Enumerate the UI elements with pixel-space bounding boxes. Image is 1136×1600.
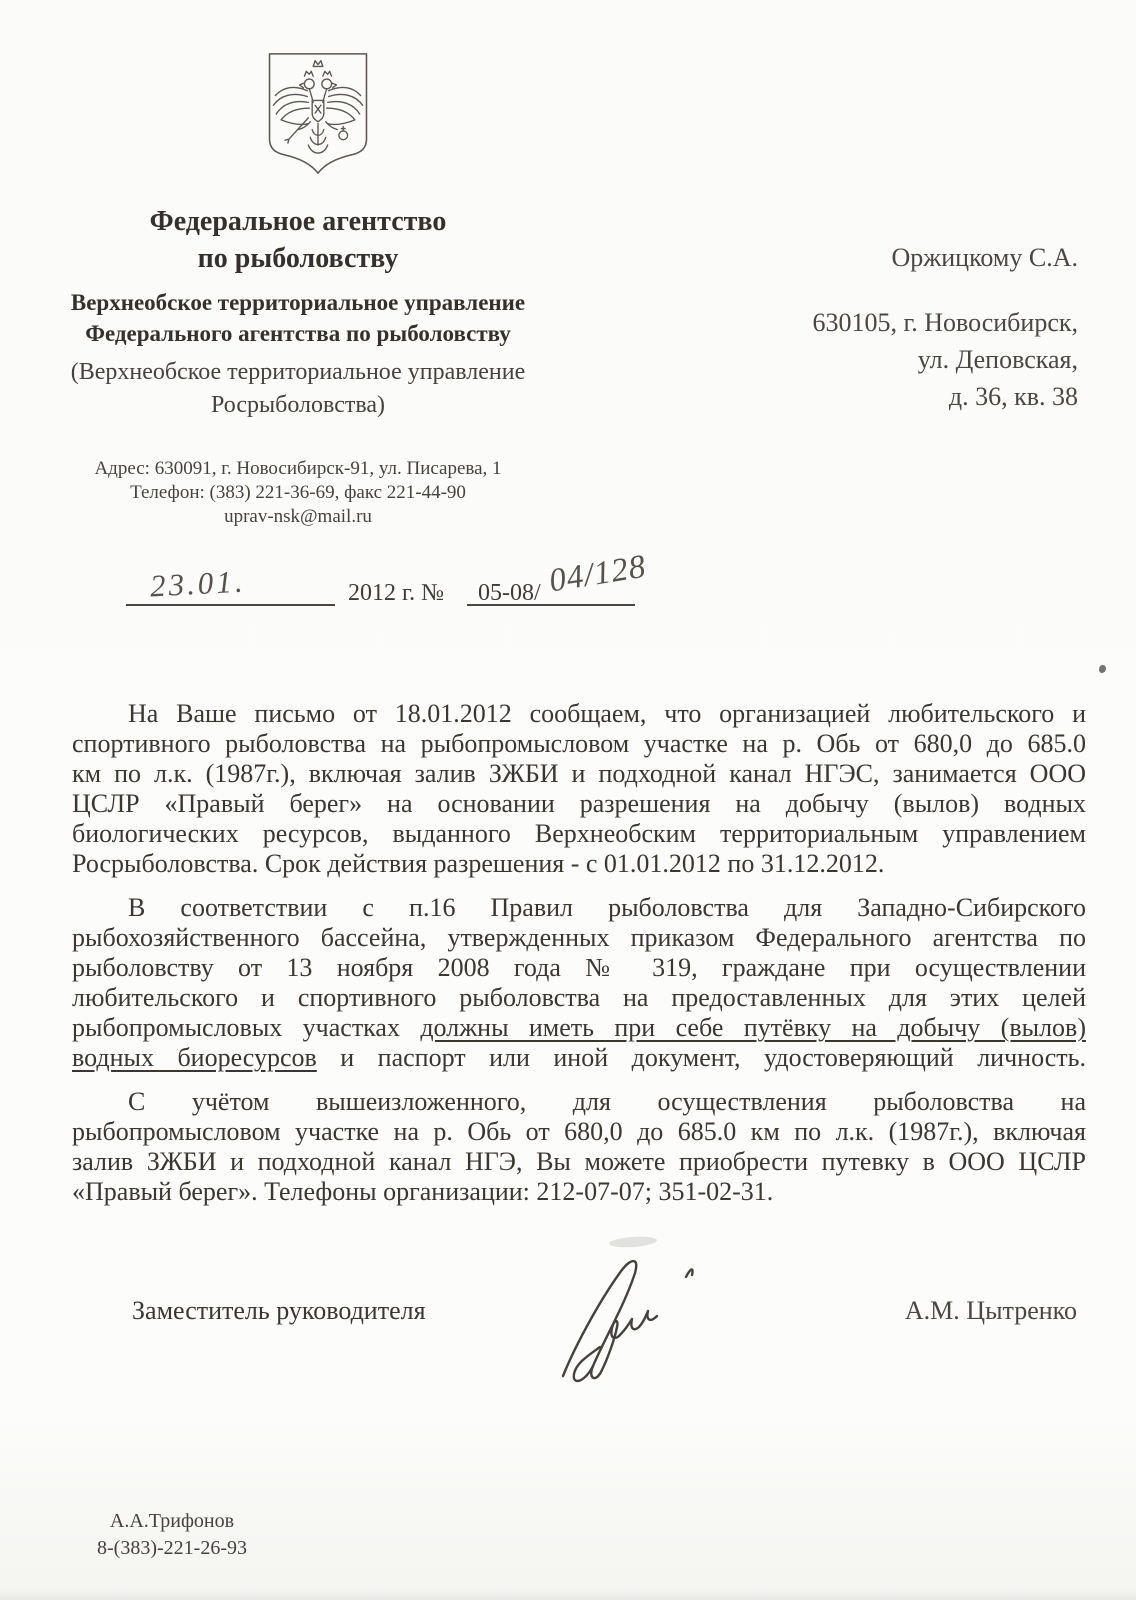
body-text: залив ЗЖБИ и подходной канал НГЭ, Вы можете приобрести путевку в ООО ЦСЛР: [72, 1147, 1086, 1176]
recipient-address: [690, 304, 1078, 415]
body-line: [72, 729, 1086, 759]
recipient-block: [690, 243, 1078, 415]
body-line: [72, 893, 1086, 923]
division-alt-line2: Росрыболовства): [211, 392, 385, 418]
body-text: км по л.к. (1987г.), включая залив ЗЖБИ и подходной канал НГЭС, занимается ООО: [72, 759, 1086, 788]
body-paragraph: [72, 893, 1086, 1073]
sender-phone: Телефон: (383) 221-36-69, факс 221-44-90: [130, 482, 466, 503]
sender-email: uprav-nsk@mail.ru: [224, 506, 372, 527]
body-text: любительского и спортивного рыболовства на предоставленных для этих целей: [72, 983, 1086, 1012]
sender-header-block: [40, 203, 556, 422]
executor-phone: 8-(383)-221-26-93: [97, 1537, 247, 1559]
sender-address: Адрес: 630091, г. Новосибирск-91, ул. Писарева, 1: [94, 458, 502, 479]
coat-of-arms-emblem: [263, 50, 373, 178]
letter-number-prefix: 05-08/: [478, 580, 541, 606]
recipient-address-line3: д. 36, кв. 38: [948, 382, 1078, 411]
sender-contact-block: [40, 457, 556, 529]
body-text: В соответствии с п.16 Правил рыболовства для Западно-Сибирского: [128, 893, 1086, 922]
body-line: [72, 953, 1086, 983]
executor-block: [74, 1508, 270, 1562]
body-text: рыбопромысловом участке на р. Обь от 680,0 до 685.0 км по л.к. (1987г.), включая: [72, 1117, 1086, 1146]
scan-speck-artifact: [1099, 665, 1106, 673]
body-text: спортивного рыболовства на рыбопромысловом участке на р. Обь от 680,0 до 685.0: [72, 729, 1086, 758]
body-line: [72, 1147, 1086, 1177]
body-line: [72, 1117, 1086, 1147]
body-line: [72, 983, 1086, 1013]
division-name-line2: Федерального агентства по рыболовству: [85, 321, 511, 346]
division-alt-line1: (Верхнеобское территориальное управление: [70, 359, 526, 385]
handwritten-letter-number: 04/128: [546, 548, 649, 600]
body-text: рыбохозяйственного бассейна, утвержденных приказом Федерального агентства по: [72, 923, 1086, 952]
body-line: [72, 819, 1086, 849]
handwritten-date: 23.01.: [149, 563, 247, 604]
body-line: [72, 1177, 1086, 1207]
division-name-line1: Верхнеобское территориальное управление: [70, 290, 526, 315]
body-line: [72, 789, 1086, 819]
recipient-address-line2: ул. Деповская,: [917, 345, 1078, 374]
body-text: С учётом вышеизложенного, для осуществления рыболовства на: [128, 1087, 1086, 1116]
executor-name: А.А.Трифонов: [109, 1510, 235, 1532]
body-text: На Ваше письмо от 18.01.2012 сообщаем, что организацией любительского и: [128, 699, 1086, 728]
body-line: [72, 923, 1086, 953]
underlined-body-text: должны иметь при себе путёвку на добычу (вылов): [420, 1013, 1086, 1042]
body-text: Росрыболовства. Срок действия разрешения - с 01.01.2012 по 31.12.2012.: [72, 849, 885, 878]
signer-position: Заместитель руководителя: [132, 1296, 426, 1325]
agency-name-line2: по рыболовству: [197, 243, 399, 274]
date-blank-line: [126, 604, 335, 606]
body-paragraph: [72, 699, 1086, 879]
body-line: [72, 699, 1086, 729]
body-text: рыбопромысловых участках: [72, 1013, 421, 1042]
double-headed-eagle-icon: [263, 50, 373, 178]
body-line: [72, 1013, 1086, 1043]
recipient-address-line1: 630105, г. Новосибирск,: [812, 308, 1078, 337]
recipient-name: Оржицкому С.А.: [891, 243, 1078, 272]
body-line: [72, 1043, 1086, 1073]
body-line: [72, 1087, 1086, 1117]
year-and-number-label: 2012 г. №: [348, 580, 445, 606]
handwritten-signature-icon: [545, 1228, 705, 1388]
letter-body: [72, 699, 1086, 1207]
agency-name-line1: Федеральное агентство: [149, 206, 447, 237]
signer-name: А.М. Цытренко: [904, 1296, 1077, 1325]
body-line: [72, 759, 1086, 789]
body-text: ЦСЛР «Правый берег» на основании разрешения на добычу (вылов) водных: [72, 789, 1086, 818]
body-text: биологических ресурсов, выданного Верхнеобским территориальным управлением: [72, 819, 1086, 848]
body-text: и паспорт или иной документ, удостоверяющий личность.: [316, 1043, 1086, 1072]
body-text: «Правый берег». Телефоны организации: 212-07-07; 351-02-31.: [72, 1177, 774, 1206]
body-text: рыболовству от 13 ноября 2008 года № 319, граждане при осуществлении: [72, 953, 1086, 982]
body-paragraph: [72, 1087, 1086, 1207]
underlined-body-text: водных биоресурсов: [72, 1043, 317, 1072]
body-line: [72, 849, 1086, 879]
